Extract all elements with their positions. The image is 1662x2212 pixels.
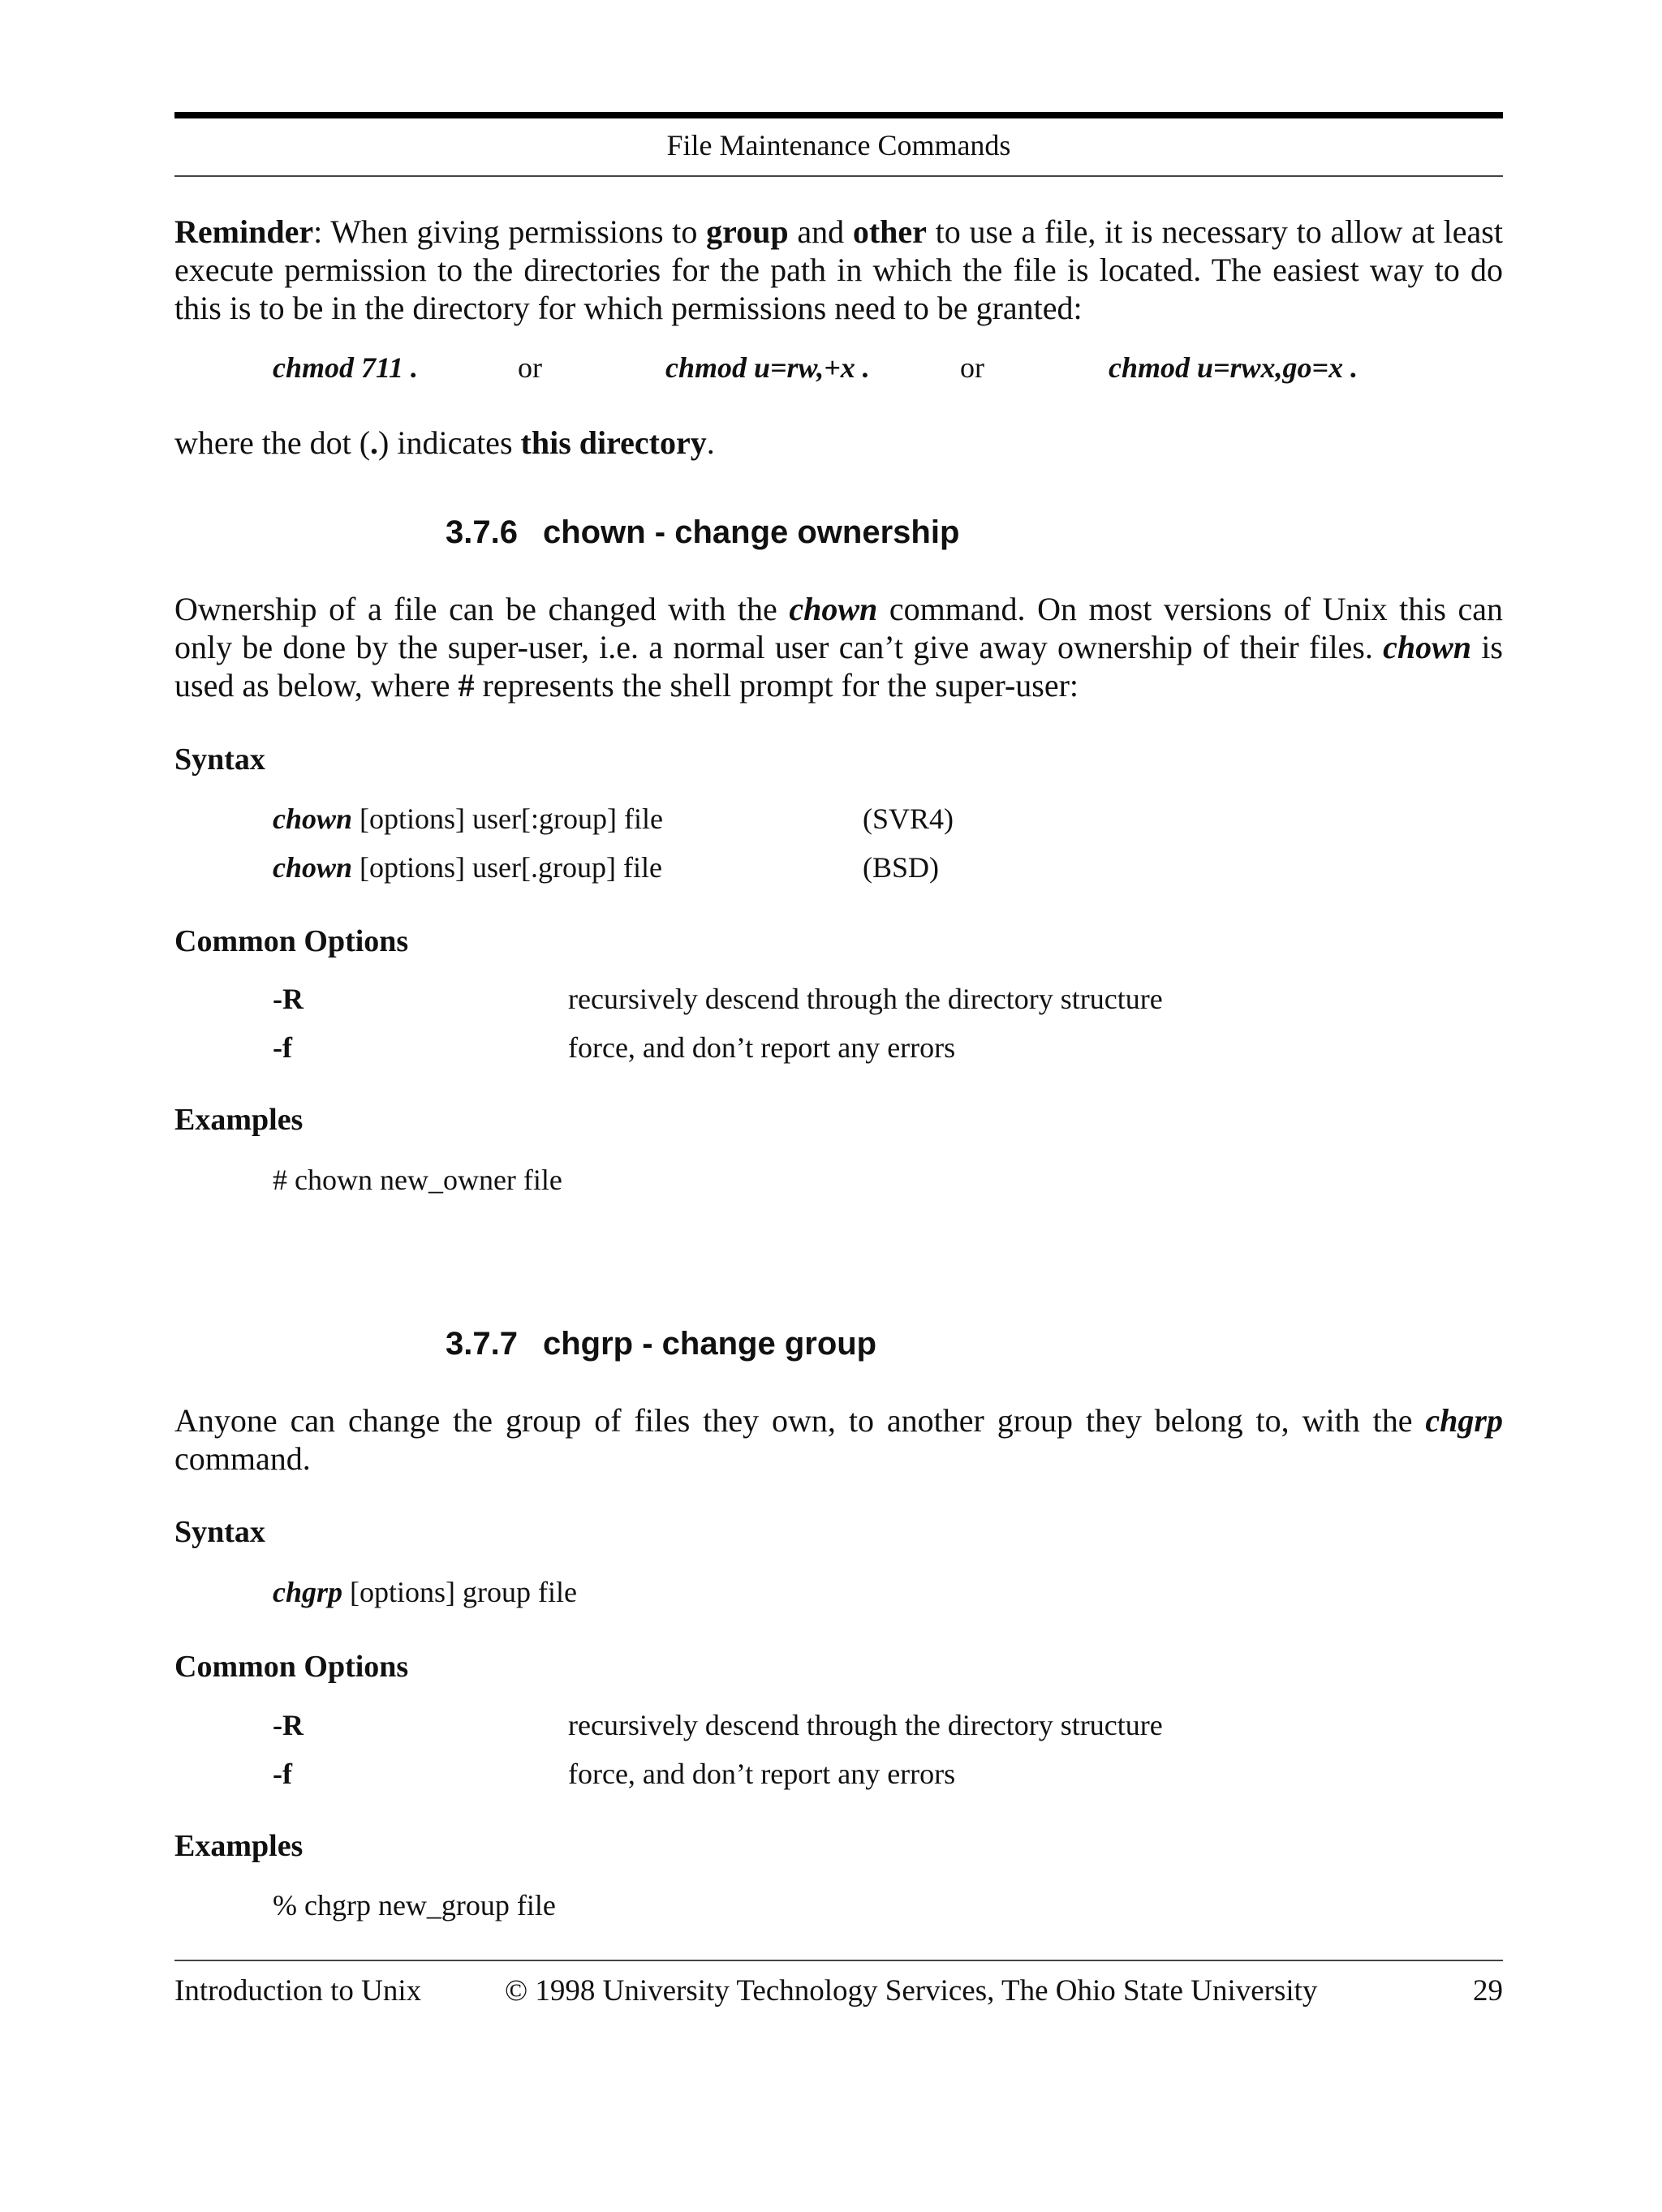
chmod-example-1: chmod 711 . (273, 351, 419, 384)
chown-intro-paragraph (174, 590, 1503, 704)
chgrp-option-flag-R: -R (273, 1709, 304, 1741)
chgrp-intro-line-2: command. (174, 1440, 311, 1477)
page-number: 29 (1473, 1974, 1503, 2008)
header-rule-thick (174, 112, 1503, 118)
chown-examples-label: Examples (174, 1103, 304, 1137)
chown-syntax-label: Syntax (174, 742, 265, 777)
reminder-paragraph (174, 213, 1503, 327)
chgrp-option-desc-f: force, and don’t report any errors (568, 1758, 956, 1790)
section-title: chown - change ownership (543, 514, 960, 550)
chgrp-option-flag-f: -f (273, 1758, 292, 1790)
chgrp-examples-label: Examples (174, 1829, 304, 1863)
chown-option-desc-f: force, and don’t report any errors (568, 1031, 956, 1064)
chown-option-flag-f: -f (273, 1031, 292, 1064)
chown-options-label: Common Options (174, 924, 409, 958)
chgrp-options-label: Common Options (174, 1650, 409, 1684)
dot-note: where the dot (.) indicates this directory. (174, 424, 715, 461)
chown-intro-line-1: Ownership of a file can be changed with the chown command. On most versions of Unix this can (174, 591, 1503, 627)
chown-intro-line-2: only be done by the super-user, i.e. a normal user can’t give away ownership of their files. chown is (174, 629, 1503, 665)
chgrp-example: % chgrp new_group file (273, 1889, 556, 1922)
chown-syntax-bsd-note: (BSD) (863, 851, 940, 884)
chgrp-intro-paragraph (174, 1401, 1503, 1478)
or-separator-2: or (960, 351, 984, 384)
section-heading-chgrp (446, 1326, 876, 1362)
section-heading-chown (446, 514, 959, 551)
section-number: 3.7.6 (446, 514, 518, 550)
chmod-example-2: chmod u=rw,+x . (665, 351, 870, 384)
reminder-line-1: Reminder: When giving permissions to group and other to use a file, it is necessary to allow at least (174, 213, 1503, 250)
section-number: 3.7.7 (446, 1326, 518, 1362)
reminder-line-3: this is to be in the directory for which permissions need to be granted: (174, 290, 1083, 326)
chown-example: # chown new_owner file (273, 1164, 562, 1196)
footer-copyright: © 1998 University Technology Services, The Ohio State University (505, 1974, 1318, 2008)
chown-syntax-bsd: chown [options] user[.group] file (273, 851, 662, 884)
footer-rule (174, 1960, 1503, 1961)
chgrp-syntax: chgrp [options] group file (273, 1576, 577, 1608)
chown-option-flag-R: -R (273, 983, 304, 1015)
running-header: File Maintenance Commands (666, 129, 1011, 161)
footer-book-title: Introduction to Unix (174, 1974, 422, 2008)
chown-intro-line-3: used as below, where # represents the shell prompt for the super-user: (174, 667, 1079, 704)
chgrp-option-desc-R: recursively descend through the directory structure (568, 1709, 1163, 1741)
section-title: chgrp - change group (543, 1326, 877, 1362)
header-rule-thin (174, 175, 1503, 177)
chown-syntax-svr4: chown [options] user[:group] file (273, 803, 663, 835)
chown-syntax-svr4-note: (SVR4) (863, 803, 954, 835)
chgrp-syntax-label: Syntax (174, 1515, 265, 1549)
reminder-line-2: execute permission to the directories for the path in which the file is located. The easiest way to do (174, 252, 1503, 288)
chgrp-intro-line-1: Anyone can change the group of files they own, to another group they belong to, with the chgrp (174, 1402, 1503, 1439)
chmod-example-3: chmod u=rwx,go=x . (1109, 351, 1358, 384)
or-separator-1: or (518, 351, 542, 384)
chown-option-desc-R: recursively descend through the directory structure (568, 983, 1163, 1015)
